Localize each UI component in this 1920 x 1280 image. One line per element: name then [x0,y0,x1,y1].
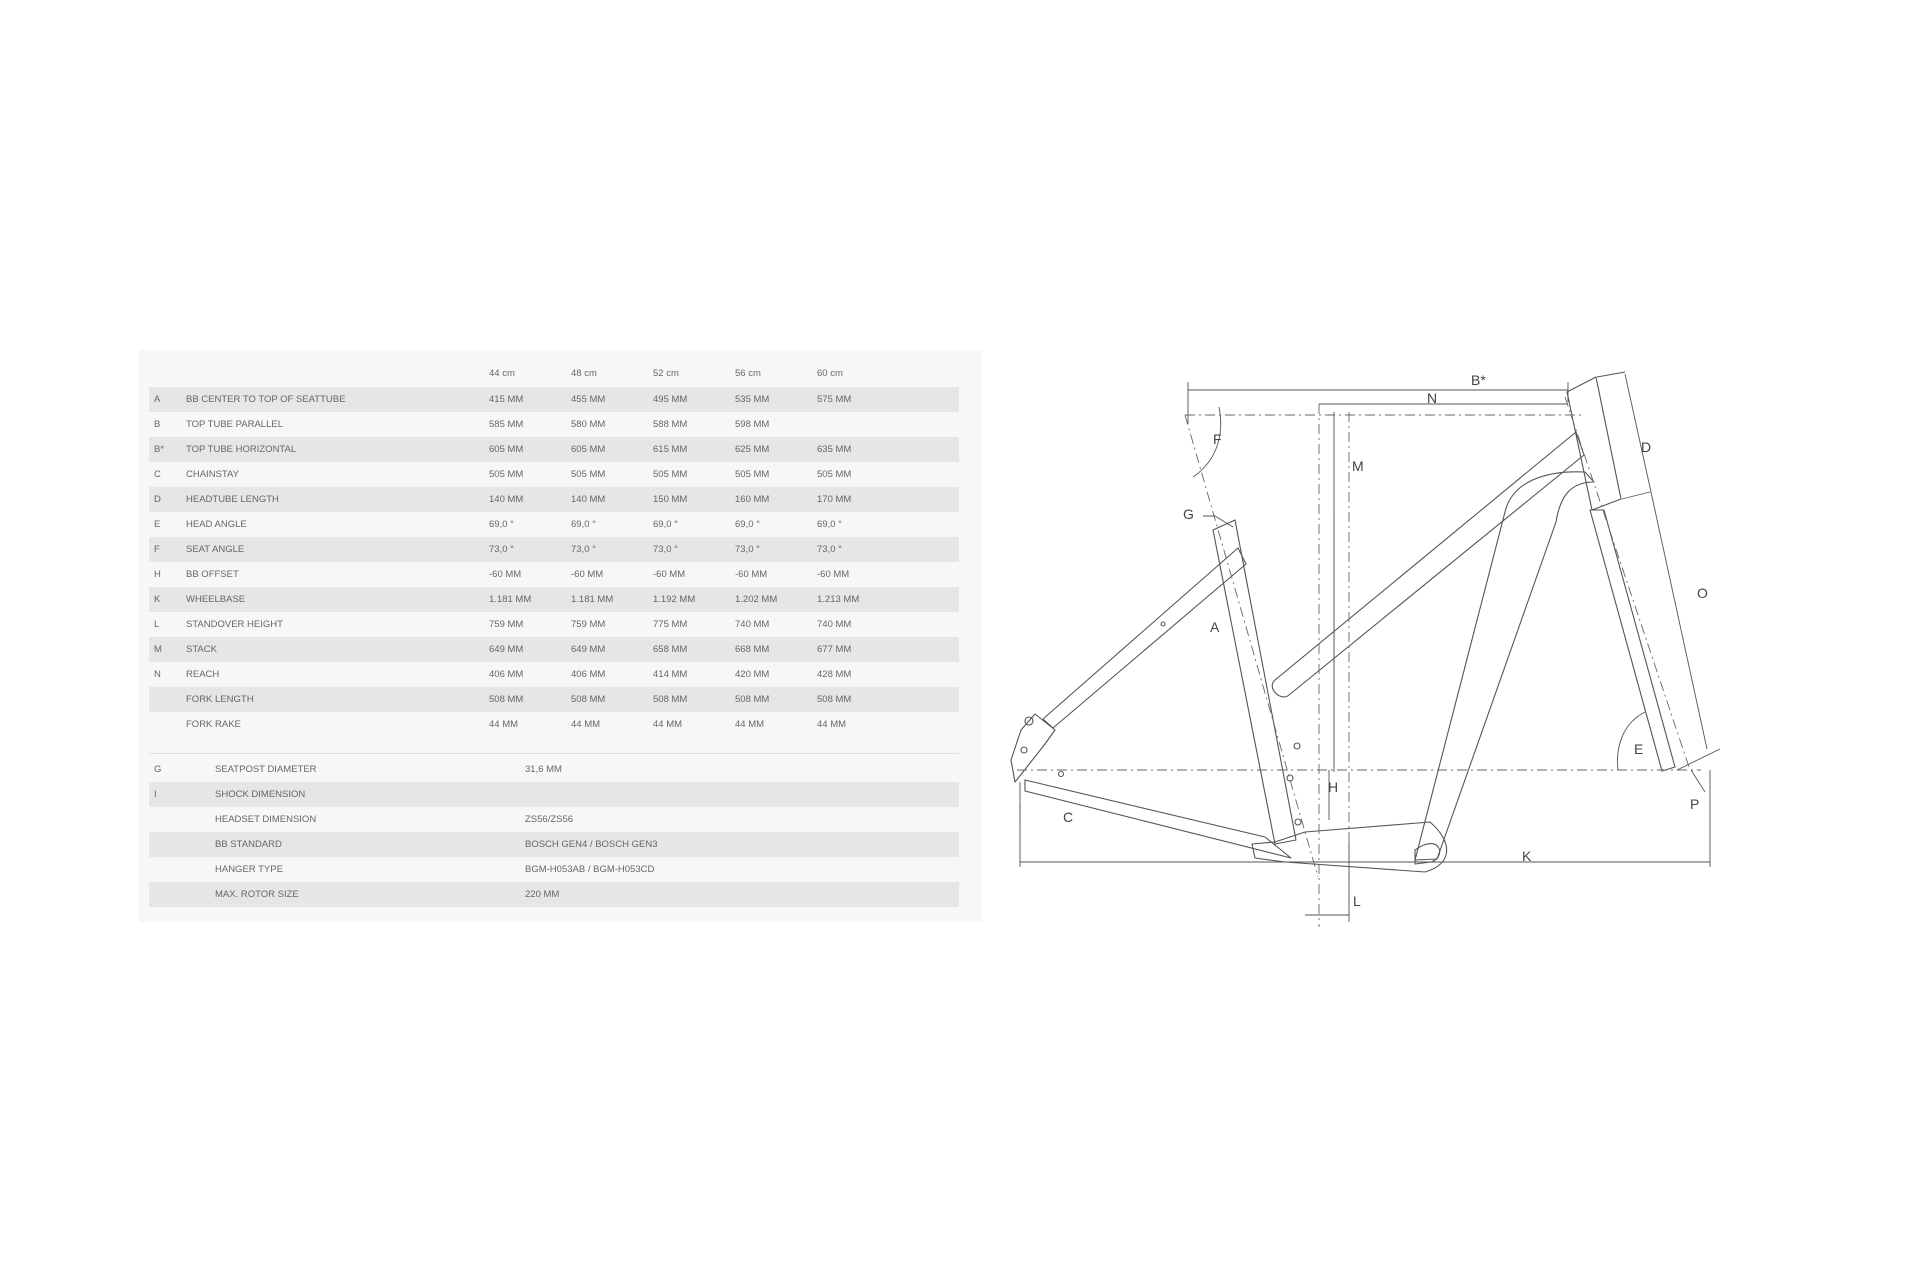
row-value: 406 MM [489,669,524,680]
size-header: 56 cm [735,368,761,379]
row-value: 605 MM [571,444,606,455]
row-value: 1.213 MM [817,594,860,605]
row-code: F [154,544,160,555]
geometry-row [149,687,959,712]
row-name: HEADTUBE LENGTH [186,494,279,505]
row-name: FORK LENGTH [186,694,254,705]
row-value: -60 MM [489,569,522,580]
spec-name: SHOCK DIMENSION [215,789,306,800]
row-value: 775 MM [653,619,688,630]
spec-row [149,782,959,807]
row-value: 69,0 ° [489,519,514,530]
row-value: 598 MM [735,419,770,430]
row-code: A [154,394,161,405]
label-m: M [1352,458,1364,474]
geometry-row [149,612,959,637]
row-value: 508 MM [735,694,770,705]
geometry-row [149,462,959,487]
row-value: 605 MM [489,444,524,455]
spec-name: MAX. ROTOR SIZE [215,889,299,900]
row-value: 505 MM [489,469,524,480]
geometry-row [149,512,959,537]
row-name: REACH [186,669,220,680]
row-value: 575 MM [817,394,852,405]
geometry-row [149,637,959,662]
row-code: D [154,494,161,505]
row-value: 150 MM [653,494,688,505]
down-tube [1415,472,1594,860]
label-d: D [1641,439,1652,455]
row-value: 44 MM [489,719,519,730]
row-value: 44 MM [817,719,847,730]
row-value: 428 MM [817,669,852,680]
rear-dropout [1011,714,1055,782]
row-value: 535 MM [735,394,770,405]
spec-value: BGM-H053AB / BGM-H053CD [525,864,655,875]
spec-value: 220 MM [525,889,560,900]
spec-value: 31,6 MM [525,764,562,775]
row-name: TOP TUBE HORIZONTAL [186,444,297,455]
row-code: M [154,644,162,655]
row-code: C [154,469,161,480]
fork [1590,510,1675,771]
label-c: C [1063,809,1074,825]
row-value: 73,0 ° [817,544,842,555]
seat-stay [1043,548,1246,728]
row-value: -60 MM [653,569,686,580]
spec-row [149,807,959,832]
row-name: HEAD ANGLE [186,519,247,530]
label-f: F [1213,431,1222,447]
row-name: SEAT ANGLE [186,544,245,555]
row-value: 414 MM [653,669,688,680]
row-value: 140 MM [571,494,606,505]
row-value: 759 MM [571,619,606,630]
row-value: 759 MM [489,619,524,630]
label-l: L [1353,893,1361,909]
spec-code: G [154,764,162,775]
label-b-star: B* [1471,372,1486,388]
size-header: 48 cm [571,368,597,379]
row-value: 508 MM [653,694,688,705]
row-value: 740 MM [735,619,770,630]
row-value: -60 MM [571,569,604,580]
row-value: 69,0 ° [653,519,678,530]
row-code: B [154,419,161,430]
row-value: 495 MM [653,394,688,405]
row-value: 160 MM [735,494,770,505]
geometry-row [149,412,959,437]
row-value: 69,0 ° [817,519,842,530]
row-value: 1.181 MM [571,594,614,605]
spec-name: SEATPOST DIAMETER [215,764,317,775]
row-value: 668 MM [735,644,770,655]
row-value: 1.181 MM [489,594,532,605]
row-value: 615 MM [653,444,688,455]
row-value: 505 MM [817,469,852,480]
table-divider [149,753,959,754]
row-value: 44 MM [735,719,765,730]
row-code: H [154,569,161,580]
spec-value: BOSCH GEN4 / BOSCH GEN3 [525,839,658,850]
label-k: K [1522,848,1532,864]
row-name: STANDOVER HEIGHT [186,619,283,630]
row-value: -60 MM [735,569,768,580]
row-code: E [154,519,161,530]
row-value: 44 MM [571,719,601,730]
spec-name: BB STANDARD [215,839,282,850]
row-value: -60 MM [817,569,850,580]
row-value: 588 MM [653,419,688,430]
row-value: 420 MM [735,669,770,680]
seat-tube [1213,520,1296,844]
row-value: 1.202 MM [735,594,778,605]
row-value: 73,0 ° [653,544,678,555]
label-p: P [1690,796,1700,812]
label-a: A [1210,619,1220,635]
row-name: BB CENTER TO TOP OF SEATTUBE [186,394,346,405]
row-value: 1.192 MM [653,594,696,605]
spec-code: I [154,789,157,800]
geometry-row [149,437,959,462]
row-value: 505 MM [735,469,770,480]
row-value: 635 MM [817,444,852,455]
geometry-row [149,537,959,562]
geometry-row [149,487,959,512]
geometry-row [149,562,959,587]
row-code: L [154,619,160,630]
spec-value: ZS56/ZS56 [525,814,574,825]
row-value: 649 MM [571,644,606,655]
row-value: 658 MM [653,644,688,655]
row-value: 415 MM [489,394,524,405]
geometry-table [139,350,982,922]
row-name: CHAINSTAY [186,469,239,480]
label-n: N [1427,390,1438,406]
row-value: 677 MM [817,644,852,655]
row-name: BB OFFSET [186,569,239,580]
spec-row [149,857,959,882]
row-name: FORK RAKE [186,719,241,730]
label-h: H [1328,779,1339,795]
geometry-row [149,587,959,612]
label-g: G [1183,506,1194,522]
spec-row [149,757,959,782]
label-e: E [1634,741,1644,757]
row-value: 508 MM [571,694,606,705]
row-value: 73,0 ° [489,544,514,555]
geometry-row [149,712,959,737]
row-code: K [154,594,161,605]
row-value: 740 MM [817,619,852,630]
row-code: B* [154,444,165,455]
row-value: 505 MM [571,469,606,480]
row-code: N [154,669,161,680]
row-value: 170 MM [817,494,852,505]
spec-name: HANGER TYPE [215,864,283,875]
spec-row [149,882,959,907]
size-header: 60 cm [817,368,843,379]
row-name: WHEELBASE [186,594,246,605]
row-value: 140 MM [489,494,524,505]
geometry-row [149,387,959,412]
head-tube [1567,377,1621,510]
row-value: 69,0 ° [735,519,760,530]
row-value: 649 MM [489,644,524,655]
row-value: 406 MM [571,669,606,680]
frame-geometry-diagram [985,352,1787,940]
geometry-row [149,662,959,687]
size-header: 44 cm [489,368,515,379]
row-name: STACK [186,644,217,655]
row-value: 44 MM [653,719,683,730]
row-name: TOP TUBE PARALLEL [186,419,283,430]
row-value: 73,0 ° [571,544,596,555]
row-value: 585 MM [489,419,524,430]
row-value: 580 MM [571,419,606,430]
size-header: 52 cm [653,368,679,379]
row-value: 73,0 ° [735,544,760,555]
row-value: 508 MM [817,694,852,705]
frame-drawing [985,352,1787,940]
row-value: 625 MM [735,444,770,455]
row-value: 508 MM [489,694,524,705]
row-value: 455 MM [571,394,606,405]
row-value: 69,0 ° [571,519,596,530]
row-value: 505 MM [653,469,688,480]
label-o: O [1697,585,1708,601]
spec-name: HEADSET DIMENSION [215,814,317,825]
spec-row [149,832,959,857]
